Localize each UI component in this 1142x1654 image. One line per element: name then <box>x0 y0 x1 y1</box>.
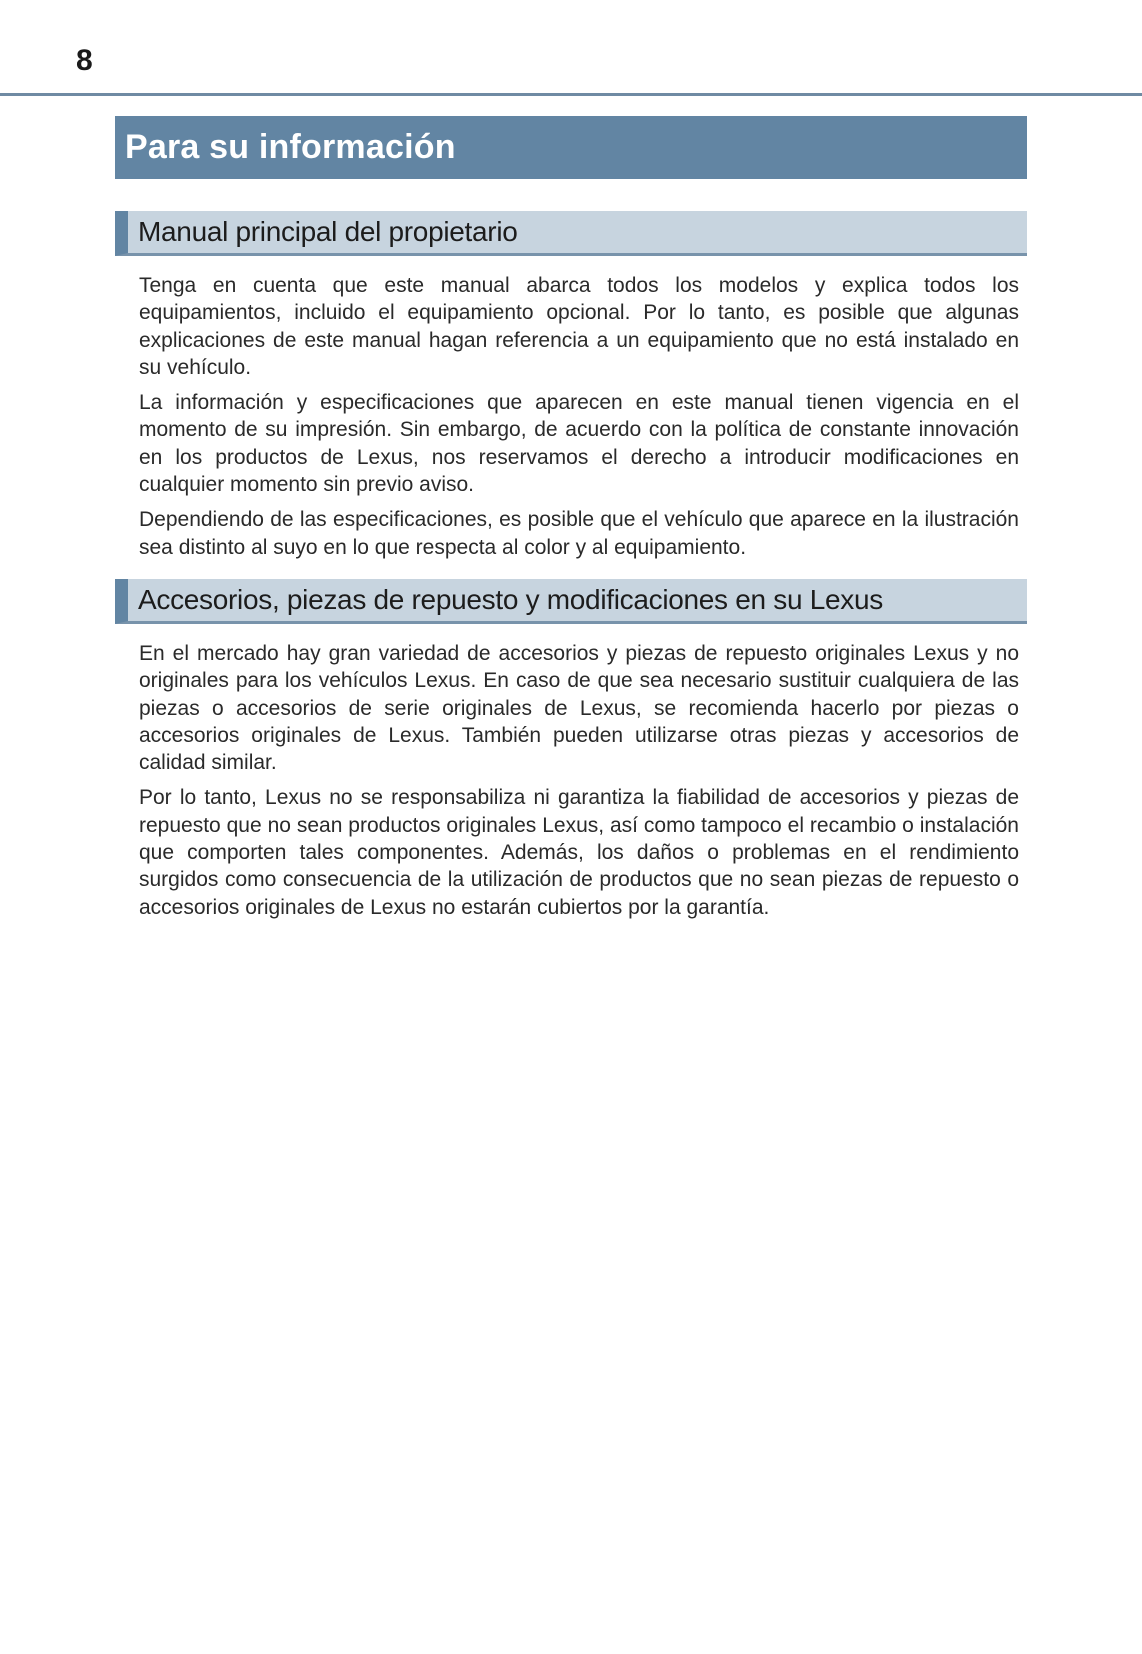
paragraph: Dependiendo de las especificaciones, es posible que el vehículo que aparece en la ilustración sea distinto al suyo en lo que respecta al color y al equipamiento. <box>139 508 1019 559</box>
section-header-owners-manual <box>115 211 1027 256</box>
chapter-title: Para su información <box>125 128 456 166</box>
paragraph: Tenga en cuenta que este manual abarca todos los modelos y explica todos los equipamientos, incluido el equipamiento opcional. Por lo tanto, es posible que algunas explicaciones de este manual hagan referencia a un equipamiento que no está instalado en su vehículo. <box>139 274 1019 379</box>
section-header-accessories <box>115 579 1027 624</box>
paragraph: La información y especificaciones que aparecen en este manual tienen vigencia en el momento de su impresión. Sin embargo, de acuerdo con la política de constante innovación en los productos de Lexus, nos reservamos el derecho a introducir modificaciones en cualquier momento sin previo aviso. <box>139 391 1019 497</box>
header-rule <box>0 93 1142 96</box>
section-title: Accesorios, piezas de repuesto y modificaciones en su Lexus <box>138 584 883 615</box>
section-body-accessories <box>139 640 1019 929</box>
chapter-banner <box>115 116 1027 179</box>
page-number: 8 <box>76 44 93 77</box>
section-body-owners-manual <box>139 272 1019 569</box>
paragraph: En el mercado hay gran variedad de accesorios y piezas de repuesto originales Lexus y no originales para los vehículos Lexus. En caso de que sea necesario sustituir cualquiera de las piezas o accesorios de serie originales de Lexus, se recomienda hacerlo por piezas o accesorios originales de Lexus. También pueden utilizarse otras piezas y accesorios de calidad similar. <box>139 642 1019 775</box>
paragraph: Por lo tanto, Lexus no se responsabiliza ni garantiza la fiabilidad de accesorios y piezas de repuesto que no sean productos originales Lexus, así como tampoco el recambio o instalación que comporten tales componentes. Además, los daños o problemas en el rendimiento surgidos como consecuencia de la utilización de productos que no sean piezas de repuesto o accesorios originales de Lexus no estarán cubiertos por la garantía. <box>139 786 1019 919</box>
section-title: Manual principal del propietario <box>138 216 518 247</box>
